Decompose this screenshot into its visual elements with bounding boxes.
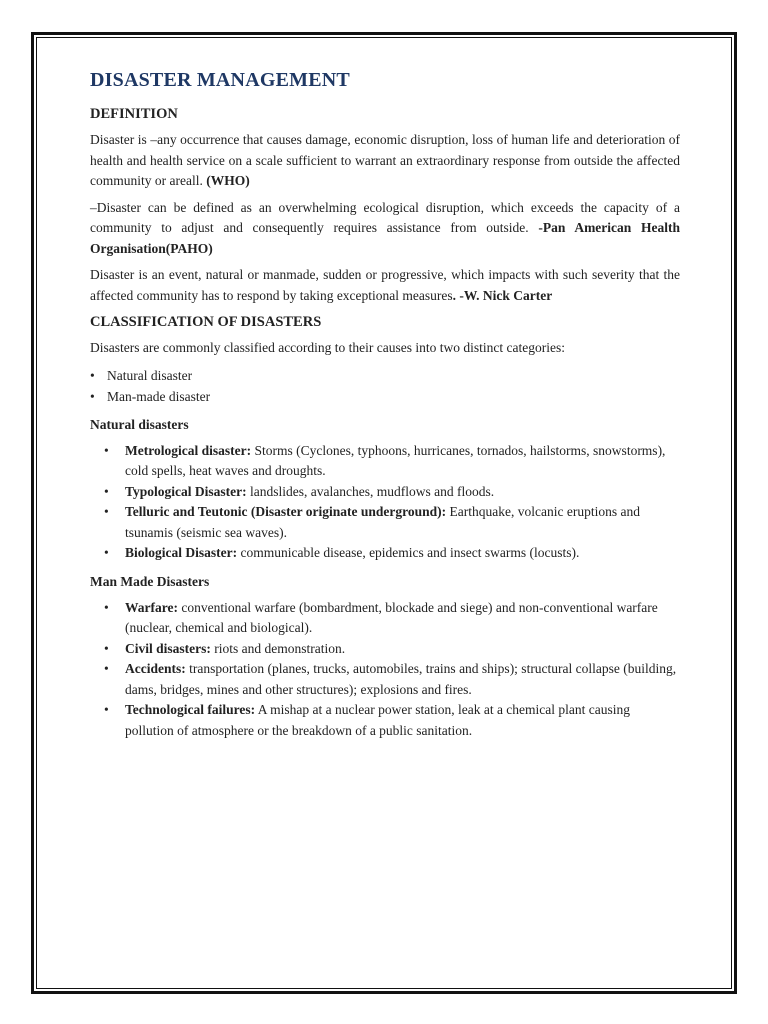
classification-intro: Disasters are commonly classified according to their causes into two distinct categories: bbox=[90, 340, 565, 355]
list-item: • Natural disaster bbox=[90, 365, 680, 386]
definition-source: (WHO) bbox=[206, 173, 250, 188]
definition-text: Disaster is an event, natural or manmade, sudden or progressive, which impacts with such severity that the affected community has to respond by taking exceptional measures bbox=[90, 267, 680, 303]
list-item bbox=[125, 659, 680, 700]
natural-disasters-heading: Natural disasters bbox=[90, 416, 189, 432]
item-term: Civil disasters: bbox=[125, 640, 211, 656]
item-text: Earthquake, volcanic eruptions and tsunamis (seismic sea waves). bbox=[125, 504, 640, 540]
definition-text: Disaster is –any occurrence that causes damage, economic disruption, loss of human life and deterioration of health and health service on a scale sufficient to warrant an extraordinary response from outside the affected community or areall. bbox=[90, 132, 680, 188]
definition-source: . -W. Nick Carter bbox=[452, 287, 553, 303]
category-list bbox=[90, 365, 680, 407]
list-item bbox=[125, 502, 680, 543]
definition-heading: DEFINITION bbox=[90, 106, 178, 122]
list-item bbox=[125, 639, 680, 660]
item-term: Telluric and Teutonic (Disaster originate underground): bbox=[125, 504, 447, 519]
item-term: Biological Disaster: bbox=[125, 545, 238, 560]
definition-paragraph bbox=[90, 265, 680, 306]
item-term: Accidents: bbox=[125, 661, 186, 676]
man-made-disasters-list bbox=[90, 598, 680, 742]
item-term: Typological Disaster: bbox=[125, 483, 247, 499]
item-text: transportation (planes, trucks, automobiles, trains and ships); structural collapse (building, dams, bridges, mines and other structures); explosions and fires. bbox=[125, 661, 677, 697]
list-item: • Man-made disaster bbox=[90, 386, 680, 407]
item-text: Storms (Cyclones, typhoons, hurricanes, tornados, hailstorms, snowstorms), cold spells, heat waves and droughts. bbox=[125, 442, 666, 478]
list-item bbox=[125, 598, 680, 639]
item-term: Technological failures: bbox=[125, 702, 256, 717]
item-text: landslides, avalanches, mudflows and floods. bbox=[246, 483, 495, 499]
natural-disasters-list bbox=[90, 441, 680, 564]
document-title: DISASTER MANAGEMENT bbox=[90, 69, 350, 91]
list-item bbox=[125, 482, 680, 503]
item-text: riots and demonstration. bbox=[210, 640, 346, 656]
document-body bbox=[90, 66, 680, 749]
definition-paragraph bbox=[90, 130, 680, 192]
definition-text: –Disaster can be defined as an overwhelming ecological disruption, which exceeds the capacity of a community to adjust and consequently requires assistance from outside. bbox=[90, 199, 680, 235]
item-text: A mishap at a nuclear power station, leak at a chemical plant causing pollution of atmosphere or the breakdown of a public sanitation. bbox=[125, 702, 631, 738]
list-item bbox=[125, 441, 680, 482]
item-text: conventional warfare (bombardment, blockade and siege) and non-conventional warfare (nuclear, chemical and biological). bbox=[125, 599, 658, 635]
man-made-disasters-heading: Man Made Disasters bbox=[90, 573, 210, 589]
item-term: Warfare: bbox=[125, 599, 178, 615]
classification-heading: CLASSIFICATION OF DISASTERS bbox=[90, 314, 322, 330]
item-term: Metrological disaster: bbox=[125, 442, 252, 458]
definition-paragraph bbox=[90, 198, 680, 260]
list-item bbox=[125, 543, 680, 564]
definition-source: -Pan American Health Organisation(PAHO) bbox=[90, 220, 680, 256]
item-text: communicable disease, epidemics and insect swarms (locusts). bbox=[237, 545, 580, 560]
list-item bbox=[125, 700, 680, 741]
